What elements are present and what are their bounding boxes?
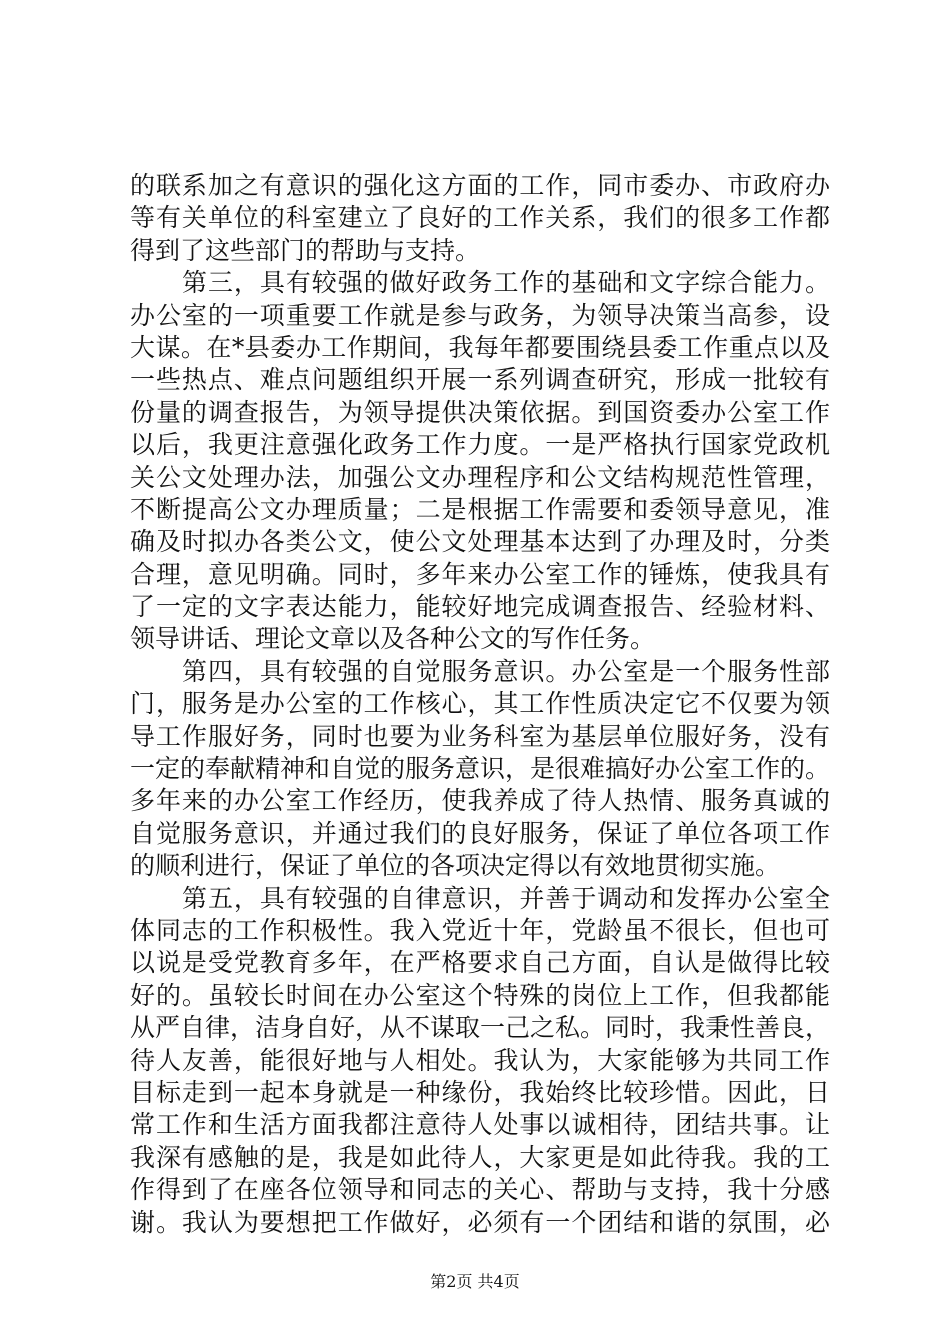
text-line: 一定的奉献精神和自觉的服务意识，是很难搞好办公室工作的。 bbox=[130, 754, 831, 784]
document-body bbox=[130, 170, 830, 1239]
text-line: 从严自律，洁身自好，从不谋取一己之私。同时，我秉性善良， bbox=[130, 1013, 831, 1043]
page-number: 第2页 共4页 bbox=[430, 1272, 520, 1291]
paragraph-first-line: 第五，具有较强的自律意识，并善于调动和发挥办公室全 bbox=[182, 883, 830, 913]
text-line: 多年来的办公室工作经历，使我养成了待人热情、服务真诚的 bbox=[130, 786, 830, 816]
text-line: 得到了这些部门的帮助与支持。 bbox=[130, 235, 481, 265]
text-line: 导工作服好务，同时也要为业务科室为基层单位服好务，没有 bbox=[130, 721, 830, 751]
text-line: 以说是受党教育多年，在严格要求自己方面，自认是做得比较 bbox=[130, 948, 830, 978]
text-line: 份量的调查报告，为领导提供决策依据。到国资委办公室工作 bbox=[130, 397, 830, 427]
text-line: 了一定的文字表达能力，能较好地完成调查报告、经验材料、 bbox=[130, 592, 830, 622]
text-line: 不断提高公文办理质量；二是根据工作需要和委领导意见，准 bbox=[130, 494, 830, 524]
text-line: 确及时拟办各类公文，使公文处理基本达到了办理及时，分类 bbox=[130, 527, 830, 557]
text-line: 合理，意见明确。同时，多年来办公室工作的锤炼，使我具有 bbox=[130, 559, 830, 589]
text-line: 作得到了在座各位领导和同志的关心、帮助与支持，我十分感 bbox=[130, 1175, 830, 1205]
text-line: 一些热点、难点问题组织开展一系列调查研究，形成一批较有 bbox=[130, 365, 830, 395]
text-line: 以后，我更注意强化政务工作力度。一是严格执行国家党政机 bbox=[130, 430, 830, 460]
text-line: 关公文处理办法，加强公文办理程序和公文结构规范性管理， bbox=[130, 462, 830, 492]
paragraph-first-line: 第四，具有较强的自觉服务意识。办公室是一个服务性部 bbox=[182, 656, 830, 686]
text-line: 体同志的工作积极性。我入党近十年，党龄虽不很长，但也可 bbox=[130, 915, 830, 945]
text-line: 谢。我认为要想把工作做好，必须有一个团结和谐的氛围，必 bbox=[130, 1207, 830, 1237]
text-line: 办公室的一项重要工作就是参与政务，为领导决策当高参，设 bbox=[130, 300, 830, 330]
text-line: 我深有感触的是，我是如此待人，大家更是如此待我。我的工 bbox=[130, 1142, 830, 1172]
text-line: 目标走到一起本身就是一种缘份，我始终比较珍惜。因此，日 bbox=[130, 1077, 830, 1107]
page-footer bbox=[0, 1272, 950, 1292]
text-line: 的联系加之有意识的强化这方面的工作，同市委办、市政府办 bbox=[130, 171, 830, 200]
text-line: 待人友善，能很好地与人相处。我认为，大家能够为共同工作 bbox=[130, 1045, 830, 1075]
paragraph-first-line: 第三，具有较强的做好政务工作的基础和文字综合能力。 bbox=[182, 268, 830, 298]
text-line: 的顺利进行，保证了单位的各项决定得以有效地贯彻实施。 bbox=[130, 851, 781, 881]
text-line: 领导讲话、理论文章以及各种公文的写作任务。 bbox=[130, 624, 656, 654]
text-line: 大谋。在*县委办工作期间，我每年都要围绕县委工作重点以及 bbox=[130, 332, 830, 362]
text-line: 等有关单位的科室建立了良好的工作关系，我们的很多工作都 bbox=[130, 203, 830, 233]
text-line: 好的。虽较长时间在办公室这个特殊的岗位上工作，但我都能 bbox=[130, 980, 830, 1010]
text-line: 门，服务是办公室的工作核心，其工作性质决定它不仅要为领 bbox=[130, 689, 830, 719]
text-line: 自觉服务意识，并通过我们的良好服务，保证了单位各项工作 bbox=[130, 818, 830, 848]
text-line: 常工作和生活方面我都注意待人处事以诚相待，团结共事。让 bbox=[130, 1110, 830, 1140]
